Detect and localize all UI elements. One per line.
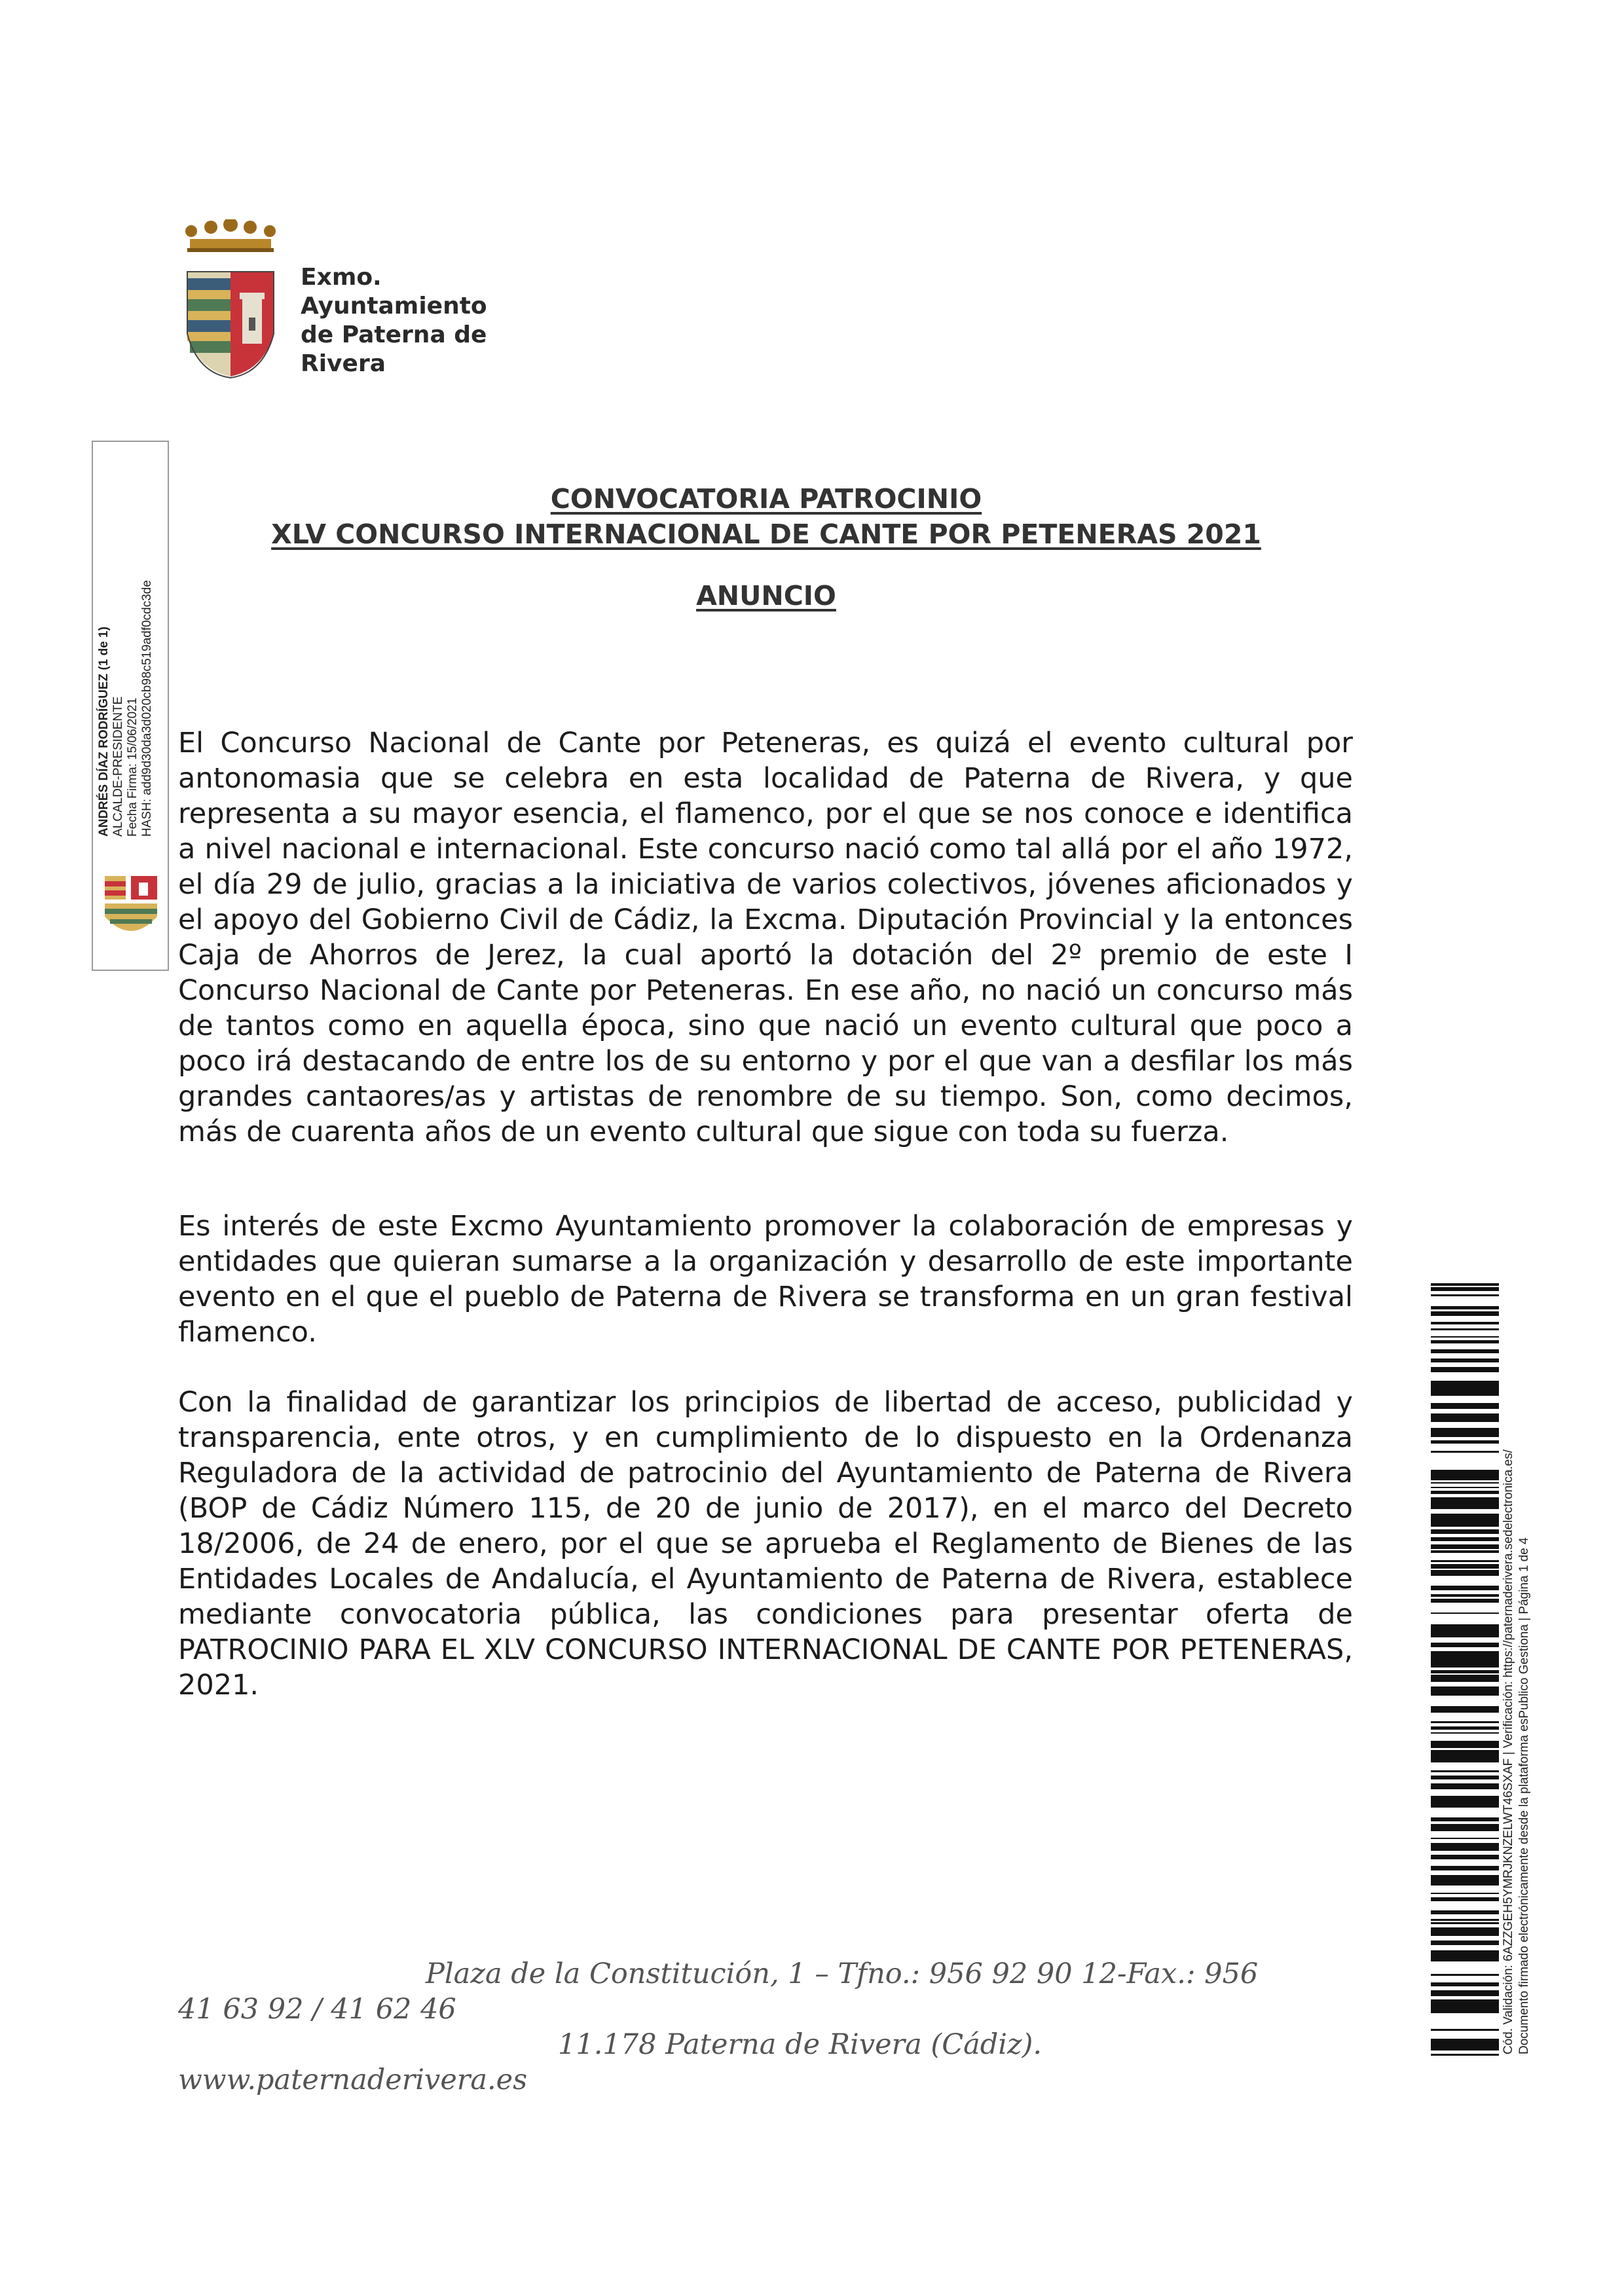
barcode-bar <box>1431 1506 1499 1509</box>
barcode-bar <box>1431 1560 1499 1562</box>
barcode-bar <box>1431 1783 1499 1786</box>
signer-name: ANDRÉS DÍAZ RODRÍGUEZ (1 de 1) <box>97 627 111 837</box>
barcode-bar <box>1431 1644 1499 1647</box>
barcode-bar <box>1431 2043 1499 2048</box>
barcode-bar <box>1431 1586 1499 1590</box>
barcode-bar <box>1431 1721 1499 1723</box>
document-title <box>177 481 1356 613</box>
barcode-bar <box>1431 1516 1499 1520</box>
barcode-bar <box>1431 1451 1499 1453</box>
barcode-bar <box>1431 1635 1499 1637</box>
barcode-bar <box>1431 1670 1499 1673</box>
barcode-bar <box>1431 1990 1499 1993</box>
barcode-bar <box>1431 1922 1499 1924</box>
barcode-bar <box>1431 1817 1499 1820</box>
barcode-bar <box>1431 1341 1499 1343</box>
barcode-bar <box>1431 1624 1499 1628</box>
barcode-bar <box>1431 1897 1499 1899</box>
barcode-bar <box>1431 1392 1499 1396</box>
barcode-bar <box>1431 2040 1499 2042</box>
barcode-bar <box>1431 1428 1499 1432</box>
barcode-bar <box>1431 1796 1499 1798</box>
barcode-bar <box>1431 1954 1499 1957</box>
barcode-bar <box>1431 1628 1499 1630</box>
barcode-bar <box>1431 1993 1499 1996</box>
signature-hash: HASH: add9d30da3d020cb98c519adf0cdc3de <box>140 580 154 837</box>
barcode-bar <box>1431 1497 1499 1499</box>
barcode-bar <box>1431 1927 1499 1929</box>
barcode-bar <box>1431 1523 1499 1527</box>
validation-barcode <box>1431 1283 1499 2056</box>
barcode-bar <box>1431 1732 1499 1734</box>
barcode-bar <box>1431 1432 1499 1435</box>
barcode-bar <box>1431 1866 1499 1870</box>
barcode-bar <box>1431 1370 1499 1372</box>
barcode-bar <box>1431 1499 1499 1502</box>
barcode-bar <box>1431 2039 1499 2040</box>
barcode-bar <box>1431 1726 1499 1730</box>
barcode-bar <box>1431 2042 1499 2043</box>
barcode-bar <box>1431 2054 1499 2056</box>
barcode-bar <box>1431 1820 1499 1821</box>
barcode-bar <box>1431 1570 1499 1572</box>
title-line: CONVOCATORIA PATROCINIO <box>550 483 982 515</box>
barcode-bar <box>1431 1482 1499 1484</box>
barcode-bar <box>1431 1982 1499 1986</box>
barcode-bar <box>1431 1929 1499 1931</box>
barcode-bar <box>1431 1974 1499 1976</box>
barcode-bar <box>1431 1574 1499 1576</box>
barcode-bar <box>1431 1572 1499 1574</box>
body-paragraph: El Concurso Nacional de Cante por Peteneras, es quizá el evento cultural por antonomasia que se celebra en esta localidad de Paterna de Rivera, y que representa a su mayor esencia, el flamenco, por el que se nos conoce e identifica a nivel nacional e internacional. Este concurso nació como tal allá por el año 1972, el día 29 de julio, gracias a la iniciativa de varios colectivos, jóvenes aficionados y el apoyo del Gobierno Civil de Cádiz, la Excma. Diputación Provincial y la entonces Caja de Ahorros de Jerez, la cual aportó la dotación del 2º premio de este I Concurso Nacional de Cante por Peteneras. En ese año, no nació un concurso más de tantos como en aquella época, sino que nació un evento cultural que poco a poco irá destacando de entre los de su entorno y por el que van a desfilar los más grandes cantaores/as y artistas de renombre de su tiempo. Son, como decimos, más de cuarenta años de un evento cultural que sigue con toda su fuerza. <box>178 727 1353 1148</box>
barcode-bar <box>1431 1283 1499 1286</box>
barcode-bar <box>1431 1855 1499 1859</box>
barcode-bar <box>1431 1800 1499 1805</box>
barcode-bar <box>1431 1306 1499 1309</box>
barcode-bar <box>1431 1675 1499 1679</box>
barcode-bar <box>1431 1875 1499 1878</box>
barcode-bar <box>1431 1594 1499 1597</box>
barcode-bar <box>1431 1417 1499 1421</box>
barcode-bar <box>1431 1550 1499 1553</box>
barcode-bar <box>1431 1932 1499 1936</box>
signature-text <box>97 580 155 837</box>
barcode-bar <box>1431 1957 1499 1961</box>
barcode-bar <box>1431 1883 1499 1886</box>
barcode-bar <box>1431 2048 1499 2050</box>
barcode-bar <box>1431 1662 1499 1663</box>
barcode-bar <box>1431 2003 1499 2008</box>
barcode-bar <box>1431 2029 1499 2031</box>
barcode-bar <box>1431 1828 1499 1830</box>
barcode-bar <box>1431 1824 1499 1828</box>
barcode-bar <box>1431 1931 1499 1932</box>
body-paragraph: Es interés de este Excmo Ayuntamiento promover la colaboración de empresas y entidades que quieran sumarse a la organización y desarrollo de este importante evento en el que el pueblo de Paterna de Rivera se transforma en un gran festival flamenco. <box>178 1210 1353 1349</box>
verification-note: Documento firmado electrónicamente desde la plataforma esPublico Gestiona | Página 1 de 4 <box>1517 1537 1531 2054</box>
body-paragraph: Con la finalidad de garantizar los principios de libertad de acceso, publicidad y transparencia, ente otros, y en cumplimiento de lo dispuesto en la Ordenanza Reguladora de la actividad de patrocinio del Ayuntamiento de Paterna de Rivera (BOP de Cádiz Número 115, de 20 de junio de 2017), en el marco del Decreto 18/2006, de 24 de enero, por el que se aprueba el Reglamento de Bienes de las Entidades Locales de Andalucía, el Ayuntamiento de Paterna de Rivera, establece mediante convocatoria pública, las condiciones para presentar oferta de PATROCINIO PARA EL XLV CONCURSO INTERNACIONAL DE CANTE POR PETENERAS, 2021. <box>178 1386 1353 1702</box>
barcode-bar <box>1431 1544 1499 1549</box>
verification-code: Cód. Validación: 6AZZGEH5YMRJKNZELWT46SXAF | Verificación: https://paternaderivera.sedelectronica.es/ <box>1502 1449 1515 2054</box>
barcode-bar <box>1431 2012 1499 2013</box>
barcode-bar <box>1431 1706 1499 1709</box>
barcode-bar <box>1431 1743 1499 1748</box>
barcode-bar <box>1431 1656 1499 1660</box>
barcode-bar <box>1431 1679 1499 1682</box>
footer-city: 11.178 Paterna de Rivera (Cádiz). <box>558 2028 1043 2061</box>
barcode-bar <box>1431 1844 1499 1847</box>
barcode-bar <box>1431 1529 1499 1534</box>
org-name-line: Ayuntamiento <box>301 293 487 319</box>
barcode-bar <box>1431 1287 1499 1290</box>
barcode-bar <box>1431 1770 1499 1772</box>
barcode-bar <box>1431 1387 1499 1392</box>
barcode-bar <box>1431 1470 1499 1471</box>
barcode-bar <box>1431 1381 1499 1383</box>
barcode-bar <box>1431 1613 1499 1614</box>
barcode-bar <box>1431 1440 1499 1444</box>
signer-role: ALCALDE-PRESIDENTE <box>111 696 125 837</box>
organization-name <box>301 263 536 378</box>
barcode-bar <box>1431 1893 1499 1894</box>
org-name-line: Exmo. <box>301 264 382 291</box>
barcode-bar <box>1431 1520 1499 1523</box>
footer-website[interactable]: www.paternaderivera.es <box>178 2064 528 2096</box>
barcode-bar <box>1431 1759 1499 1762</box>
footer-phone: 41 63 92 / 41 62 46 <box>178 1993 456 2026</box>
barcode-bar <box>1431 1848 1499 1851</box>
barcode-bar <box>1431 1899 1499 1901</box>
barcode-bar <box>1431 1880 1499 1883</box>
barcode-bar <box>1431 2008 1499 2012</box>
barcode-bar <box>1431 1741 1499 1743</box>
barcode-bar <box>1431 1843 1499 1844</box>
barcode-bar <box>1431 1415 1499 1417</box>
barcode-bar <box>1431 1367 1499 1370</box>
barcode-bar <box>1431 1328 1499 1330</box>
title-line: XLV CONCURSO INTERNACIONAL DE CANTE POR PETENERAS 2021 <box>271 519 1261 550</box>
barcode-bar <box>1431 1340 1499 1341</box>
barcode-bar <box>1431 1599 1499 1600</box>
barcode-bar <box>1431 1630 1499 1635</box>
barcode-bar <box>1431 1403 1499 1407</box>
barcode-bar <box>1431 1476 1499 1480</box>
barcode-bar <box>1431 1660 1499 1662</box>
barcode-bar <box>1431 1910 1499 1914</box>
barcode-bar <box>1431 1689 1499 1693</box>
barcode-bar <box>1431 1805 1499 1808</box>
barcode-bar <box>1431 1847 1499 1848</box>
anuncio-heading: ANUNCIO <box>696 580 836 611</box>
barcode-bar <box>1431 1413 1499 1415</box>
barcode-bar <box>1431 1878 1499 1880</box>
org-name-line: Rivera <box>301 350 386 377</box>
barcode-bar <box>1431 1750 1499 1755</box>
verification-text <box>1501 1449 1532 2054</box>
barcode-bar <box>1431 1686 1499 1689</box>
barcode-bar <box>1431 1919 1499 1921</box>
barcode-bar <box>1431 1311 1499 1316</box>
barcode-bar <box>1431 1941 1499 1945</box>
barcode-bar <box>1431 1776 1499 1779</box>
barcode-bar <box>1431 1830 1499 1831</box>
barcode-bar <box>1431 1651 1499 1656</box>
barcode-bar <box>1431 1564 1499 1569</box>
barcode-bar <box>1431 1336 1499 1338</box>
barcode-bar <box>1431 1349 1499 1353</box>
barcode-bar <box>1431 1786 1499 1789</box>
barcode-bar <box>1431 1600 1499 1603</box>
barcode-bar <box>1431 1537 1499 1541</box>
barcode-bar <box>1431 1421 1499 1422</box>
barcode-bar <box>1431 1474 1499 1476</box>
barcode-bar <box>1431 1999 1499 2003</box>
barcode-bar <box>1431 1950 1499 1954</box>
footer-address: Plaza de la Constitución, 1 – Tfno.: 956 92 90 12-Fax.: 956 <box>426 1958 1259 1990</box>
signature-crest-icon <box>100 873 162 932</box>
barcode-bar <box>1431 1322 1499 1324</box>
signature-date: Fecha Firma: 15/06/2021 <box>126 697 139 837</box>
coat-of-arms-logo <box>178 219 283 380</box>
barcode-bar <box>1431 1502 1499 1506</box>
barcode-bar <box>1431 1709 1499 1713</box>
barcode-bar <box>1431 1755 1499 1759</box>
barcode-bar <box>1431 1294 1499 1296</box>
barcode-bar <box>1431 1358 1499 1362</box>
barcode-bar <box>1431 1491 1499 1494</box>
barcode-bar <box>1431 1693 1499 1696</box>
barcode-bar <box>1431 1435 1499 1437</box>
barcode-bar <box>1431 1487 1499 1488</box>
barcode-bar <box>1431 1290 1499 1291</box>
barcode-bar <box>1431 1838 1499 1839</box>
barcode-bar <box>1431 1383 1499 1387</box>
barcode-bar <box>1431 1471 1499 1474</box>
barcode-bar <box>1431 1798 1499 1800</box>
barcode-bar <box>1431 1407 1499 1409</box>
barcode-bar <box>1431 1514 1499 1516</box>
barcode-bar <box>1431 1663 1499 1667</box>
org-name-line: de Paterna de <box>301 321 487 348</box>
barcode-bar <box>1431 1643 1499 1644</box>
